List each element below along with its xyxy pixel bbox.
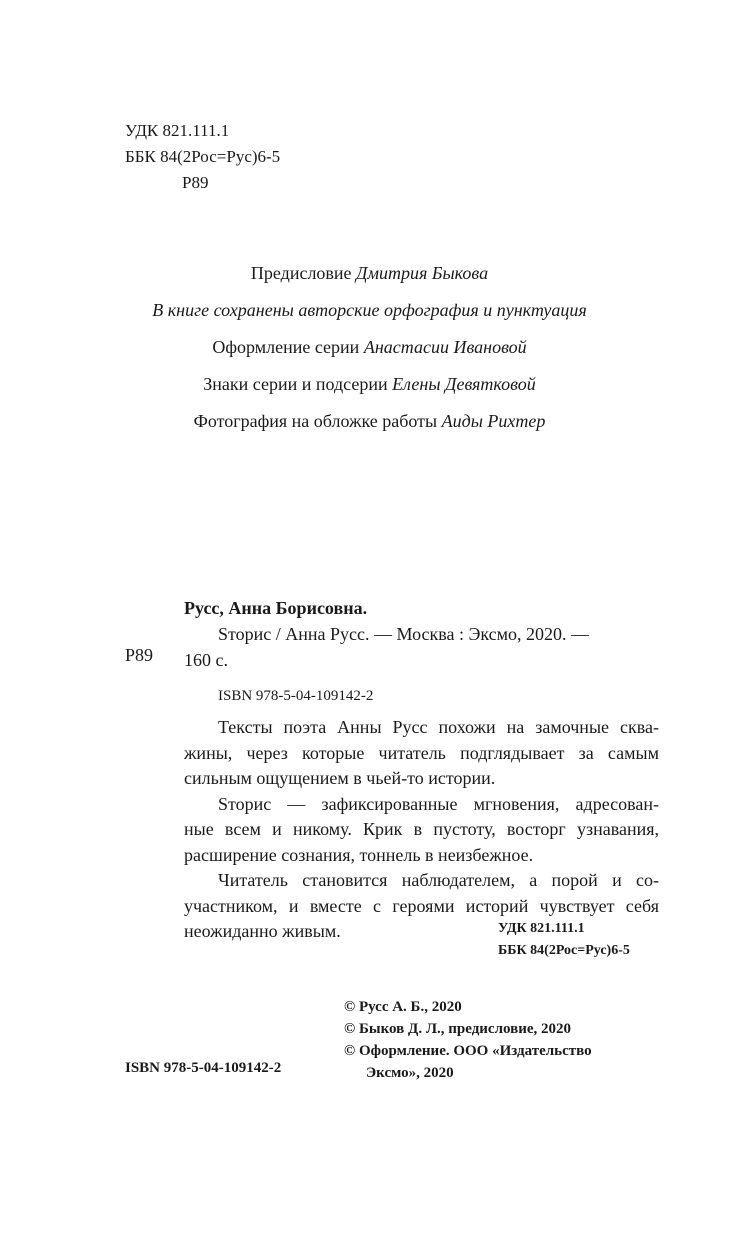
annotation-line: жины, через которые читатель подглядывает за самым: [184, 742, 659, 763]
copyright-design: © Оформление. ООО «Издательство: [344, 1043, 592, 1059]
header-classification-codes: [125, 118, 280, 196]
annotation-paragraph: [184, 715, 659, 792]
author-mark: Р89: [182, 173, 209, 192]
credit-orthography-note: В книге сохранены авторские орфография и пунктуация: [152, 300, 587, 320]
footer-classification-codes: [498, 918, 630, 962]
annotation-line: неожиданно живым.: [184, 921, 341, 941]
bbk-code: ББК 84(2Рос=Рус)6-5: [125, 147, 281, 166]
annotation-line: Тексты поэта Анны Русс похожи на замочные сква-: [218, 717, 659, 737]
isbn-line: ISBN 978-5-04-109142-2: [218, 688, 374, 704]
annotation-paragraph: [184, 792, 659, 869]
copyright-design-cont: Эксмо», 2020: [366, 1065, 454, 1081]
copyright-block: [344, 996, 592, 1084]
author-heading: Русс, Анна Борисовна.: [184, 598, 368, 618]
side-author-mark: Р89: [125, 645, 154, 665]
annotation-line: Читатель становится наблюдателем, а порой и со-: [218, 870, 659, 890]
annotation-line: участником, и вместе с героями историй чувствует себя: [184, 895, 659, 916]
annotation-line: Sторис — зафиксированные мгновения, адресован-: [218, 793, 659, 814]
annotation-line: ные всем и никому. Крик в пустоту, восторг узнавания,: [184, 819, 659, 839]
title-line-2: 160 с.: [184, 650, 228, 670]
isbn-bottom: ISBN 978-5-04-109142-2: [125, 1060, 282, 1076]
credits-block: [0, 260, 739, 445]
footer-bbk-code: ББК 84(2Рос=Рус)6-5: [498, 943, 630, 958]
credit-preface: Предисловие Дмитрия Быкова: [250, 263, 489, 283]
copyright-preface: © Быков Д. Л., предисловие, 2020: [344, 1021, 572, 1037]
copyright-author: © Русс А. Б., 2020: [344, 999, 462, 1015]
udk-code: УДК 821.111.1: [125, 121, 230, 140]
annotation-line: сильным ощущением в чьей-то истории.: [184, 768, 496, 788]
title-line-1: Sторис / Анна Русс. — Москва : Эксмо, 2020. —: [218, 624, 590, 644]
credit-series-signs: Знаки серии и подсерии Елены Девятковой: [203, 374, 536, 394]
bibliographic-record: [184, 595, 659, 945]
annotation-line: расширение сознания, тоннель в неизбежное.: [184, 844, 534, 865]
footer-udk-code: УДК 821.111.1: [498, 921, 585, 936]
credit-series-design: Оформление серии Анастасии Ивановой: [212, 337, 527, 357]
credit-cover-photo: Фотография на обложке работы Аиды Рихтер: [193, 411, 546, 431]
